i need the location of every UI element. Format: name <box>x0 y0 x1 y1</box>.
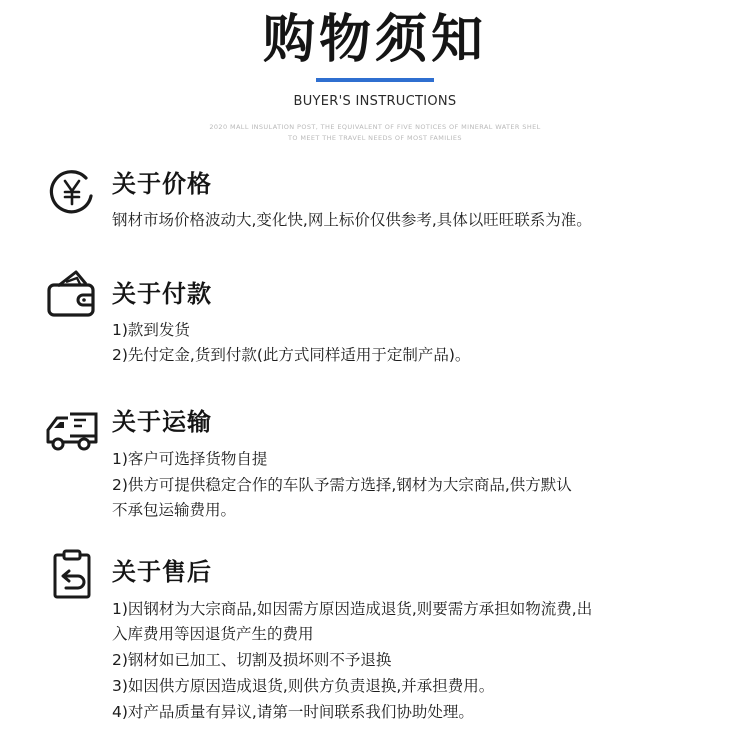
wallet-icon <box>46 268 98 320</box>
shipping-line-3: 不承包运输费用。 <box>112 501 237 519</box>
return-clipboard-icon <box>46 548 98 600</box>
title-underline <box>316 78 434 82</box>
page-subtitle: BUYER'S INSTRUCTIONS <box>293 94 457 109</box>
payment-line-1: 1)款到发货 <box>112 321 190 339</box>
fine-print-line-2: TO MEET THE TRAVEL NEEDS OF MOST FAMILIES <box>288 134 462 142</box>
shipping-line-2: 2)供方可提供稳定合作的车队予需方选择,钢材为大宗商品,供方默认 <box>112 476 572 494</box>
after-sales-line-2: 入库费用等因退货产生的费用 <box>112 625 314 643</box>
section-title-price: 关于价格 <box>112 170 212 198</box>
section-title-payment: 关于付款 <box>112 280 212 308</box>
truck-icon <box>46 404 98 456</box>
page-title: 购物须知 <box>262 10 487 70</box>
section-title-shipping: 关于运输 <box>112 408 212 436</box>
price-line-1: 钢材市场价格波动大,变化快,网上标价仅供参考,具体以旺旺联系为准。 <box>112 211 592 229</box>
after-sales-line-1: 1)因钢材为大宗商品,如因需方原因造成退货,则要需方承担如物流费,出 <box>112 600 593 618</box>
fine-print-line-1: 2020 MALL INSULATION POST, THE EQUIVALENT OF FIVE NOTICES OF MINERAL WATER SHEL <box>209 123 541 131</box>
after-sales-line-5: 4)对产品质量有异议,请第一时间联系我们协助处理。 <box>112 703 474 721</box>
yen-coin-icon <box>46 166 98 218</box>
section-title-after-sales: 关于售后 <box>112 558 212 586</box>
shipping-line-1: 1)客户可选择货物自提 <box>112 450 268 468</box>
payment-line-2: 2)先付定金,货到付款(此方式同样适用于定制产品)。 <box>112 346 471 364</box>
after-sales-line-4: 3)如因供方原因造成退货,则供方负责退换,并承担费用。 <box>112 677 495 695</box>
after-sales-line-3: 2)钢材如已加工、切割及损坏则不予退换 <box>112 651 392 669</box>
